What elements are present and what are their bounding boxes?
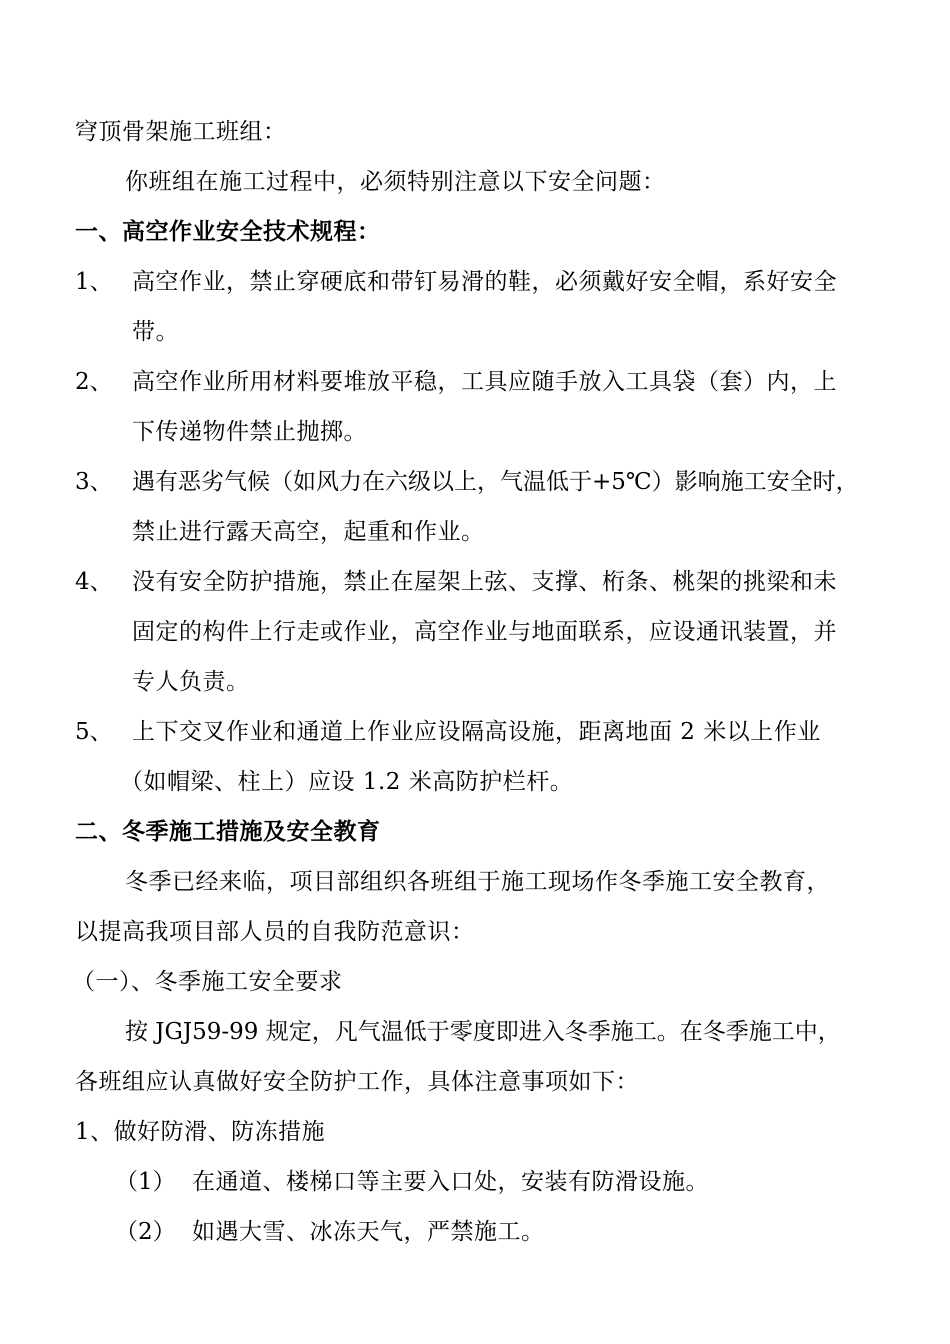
item-number: 5、 xyxy=(75,719,113,745)
intro-paragraph: 你班组在施工过程中，必须特别注意以下安全问题： xyxy=(125,169,666,195)
item-text: 带。 xyxy=(132,319,179,345)
section2-heading: 二、冬季施工措施及安全教育 xyxy=(75,818,381,845)
item-number: 3、 xyxy=(75,469,113,495)
subitem-number: （1） xyxy=(115,1169,176,1195)
item-text: 禁止进行露天高空，起重和作业。 xyxy=(132,519,485,545)
item-text: 没有安全防护措施，禁止在屋架上弦、支撑、桁条、桃架的挑梁和未 xyxy=(132,569,837,595)
item-text: 上下交叉作业和通道上作业应设隔高设施，距离地面 2 米以上作业 xyxy=(132,719,821,745)
item-text: 高空作业所用材料要堆放平稳，工具应随手放入工具袋（套）内，上 xyxy=(132,369,837,395)
item-text: 遇有恶劣气候（如风力在六级以上，气温低于+5℃）影响施工安全时， xyxy=(132,469,859,495)
paragraph-line: 按 JGJ59-99 规定，凡气温低于零度即进入冬季施工。在冬季施工中， xyxy=(125,1019,841,1045)
section1-heading: 一、高空作业安全技术规程： xyxy=(75,218,381,245)
subitem-number: （2） xyxy=(115,1219,176,1245)
item-number: 2、 xyxy=(75,369,113,395)
subheading: （一）、冬季施工安全要求 xyxy=(72,969,343,995)
item-text: 固定的构件上行走或作业，高空作业与地面联系，应设通讯装置，并 xyxy=(132,619,837,645)
item-number: 1、 xyxy=(75,269,113,295)
item-text: 专人负责。 xyxy=(132,669,250,695)
item-number: 4、 xyxy=(75,569,113,595)
point-heading: 1、做好防滑、防冻措施 xyxy=(75,1119,326,1145)
paragraph-line: 冬季已经来临，项目部组织各班组于施工现场作冬季施工安全教育， xyxy=(125,869,830,895)
subitem-text: 在通道、楼梯口等主要入口处，安装有防滑设施。 xyxy=(192,1169,709,1195)
paragraph-line: 各班组应认真做好安全防护工作，具体注意事项如下： xyxy=(75,1069,639,1095)
item-text: 高空作业，禁止穿硬底和带钉易滑的鞋，必须戴好安全帽，系好安全 xyxy=(132,269,837,295)
item-text: （如帽梁、柱上）应设 1.2 米高防护栏杆。 xyxy=(120,769,574,795)
item-text: 下传递物件禁止抛掷。 xyxy=(132,419,367,445)
subitem-text: 如遇大雪、冰冻天气，严禁施工。 xyxy=(192,1219,545,1245)
addressee: 穹顶骨架施工班组： xyxy=(75,119,287,145)
paragraph-line: 以提高我项目部人员的自我防范意识： xyxy=(75,919,475,945)
